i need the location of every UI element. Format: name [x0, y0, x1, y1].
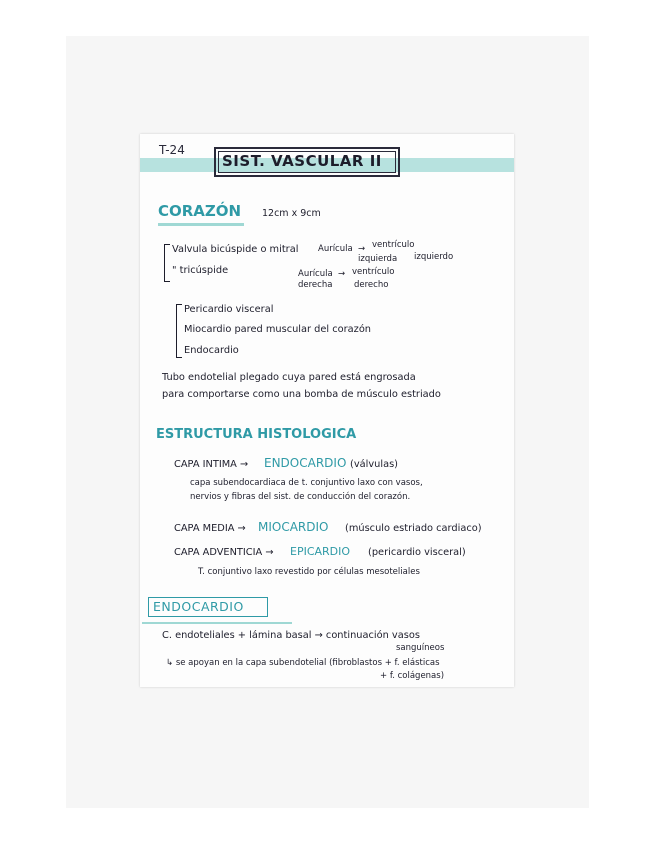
- page-title: SIST. VASCULAR II: [222, 152, 382, 170]
- valve-tricuspid-label: " tricúspide: [172, 265, 229, 276]
- capa-adventicia-note: (pericardio visceral): [368, 547, 466, 558]
- capa-adventicia-desc: T. conjuntivo laxo revestido por células mesoteliales: [198, 567, 420, 577]
- layers-bracket: [176, 304, 182, 358]
- topic-number: T-24: [159, 143, 185, 157]
- capa-intima-label: CAPA INTIMA →: [174, 459, 249, 470]
- valve-tricuspid-arrow: →: [338, 269, 346, 279]
- capa-media-value: MIOCARDIO: [258, 520, 329, 534]
- heart-description-line-2: para comportarse como una bomba de músculo estriado: [162, 389, 441, 400]
- capa-intima-note: (válvulas): [350, 459, 399, 470]
- corazon-underline: [158, 223, 244, 226]
- heart-size: 12cm x 9cm: [262, 208, 321, 219]
- endocardio-line-2: ↳ se apoyan en la capa subendotelial (fibroblastos + f. elásticas: [166, 658, 440, 668]
- heart-description-line-1: Tubo endotelial plegado cuya pared está engrosada: [162, 372, 416, 383]
- note-card: [140, 134, 514, 687]
- valve-tricuspid-ventricle: ventrículo: [352, 267, 395, 277]
- capa-adventicia-label: CAPA ADVENTICIA →: [174, 547, 274, 558]
- endocardio-heading: ENDOCARDIO: [153, 599, 244, 614]
- layer-pericardio: Pericardio visceral: [184, 304, 274, 315]
- valve-mitral-atrium-side: izquierda: [358, 254, 398, 264]
- layer-endocardio: Endocardio: [184, 345, 239, 356]
- capa-media-note: (músculo estriado cardiaco): [345, 523, 482, 534]
- valve-mitral-label: Valvula bicúspide o mitral: [172, 244, 299, 255]
- corazon-heading: CORAZÓN: [158, 202, 242, 220]
- valve-mitral-arrow: →: [358, 244, 366, 254]
- valve-tricuspid-atrium-side: derecha: [298, 280, 333, 290]
- capa-intima-desc-1: capa subendocardiaca de t. conjuntivo laxo con vasos,: [190, 478, 423, 488]
- estructura-heading: ESTRUCTURA HISTOLOGICA: [156, 427, 357, 442]
- capa-media-label: CAPA MEDIA →: [174, 523, 246, 534]
- endocardio-line-1b: sanguíneos: [396, 643, 445, 653]
- layer-miocardio: Miocardio pared muscular del corazón: [184, 324, 372, 335]
- capa-intima-value: ENDOCARDIO: [264, 456, 347, 470]
- valve-mitral-ventricle: ventrículo: [372, 240, 415, 250]
- capa-intima-desc-2: nervios y fibras del sist. de conducción del corazón.: [190, 492, 411, 502]
- valve-mitral-ventricle-side: izquierdo: [414, 252, 454, 262]
- endocardio-line-2b: + f. colágenas): [380, 671, 445, 681]
- endocardio-underline: [142, 622, 292, 624]
- valve-tricuspid-atrium: Aurícula: [298, 269, 333, 279]
- valve-tricuspid-ventricle-side: derecho: [354, 280, 389, 290]
- endocardio-line-1: C. endoteliales + lámina basal → continuación vasos: [162, 630, 420, 641]
- valves-bracket: [164, 244, 170, 282]
- valve-mitral-atrium: Aurícula: [318, 244, 353, 254]
- capa-adventicia-value: EPICARDIO: [290, 545, 351, 558]
